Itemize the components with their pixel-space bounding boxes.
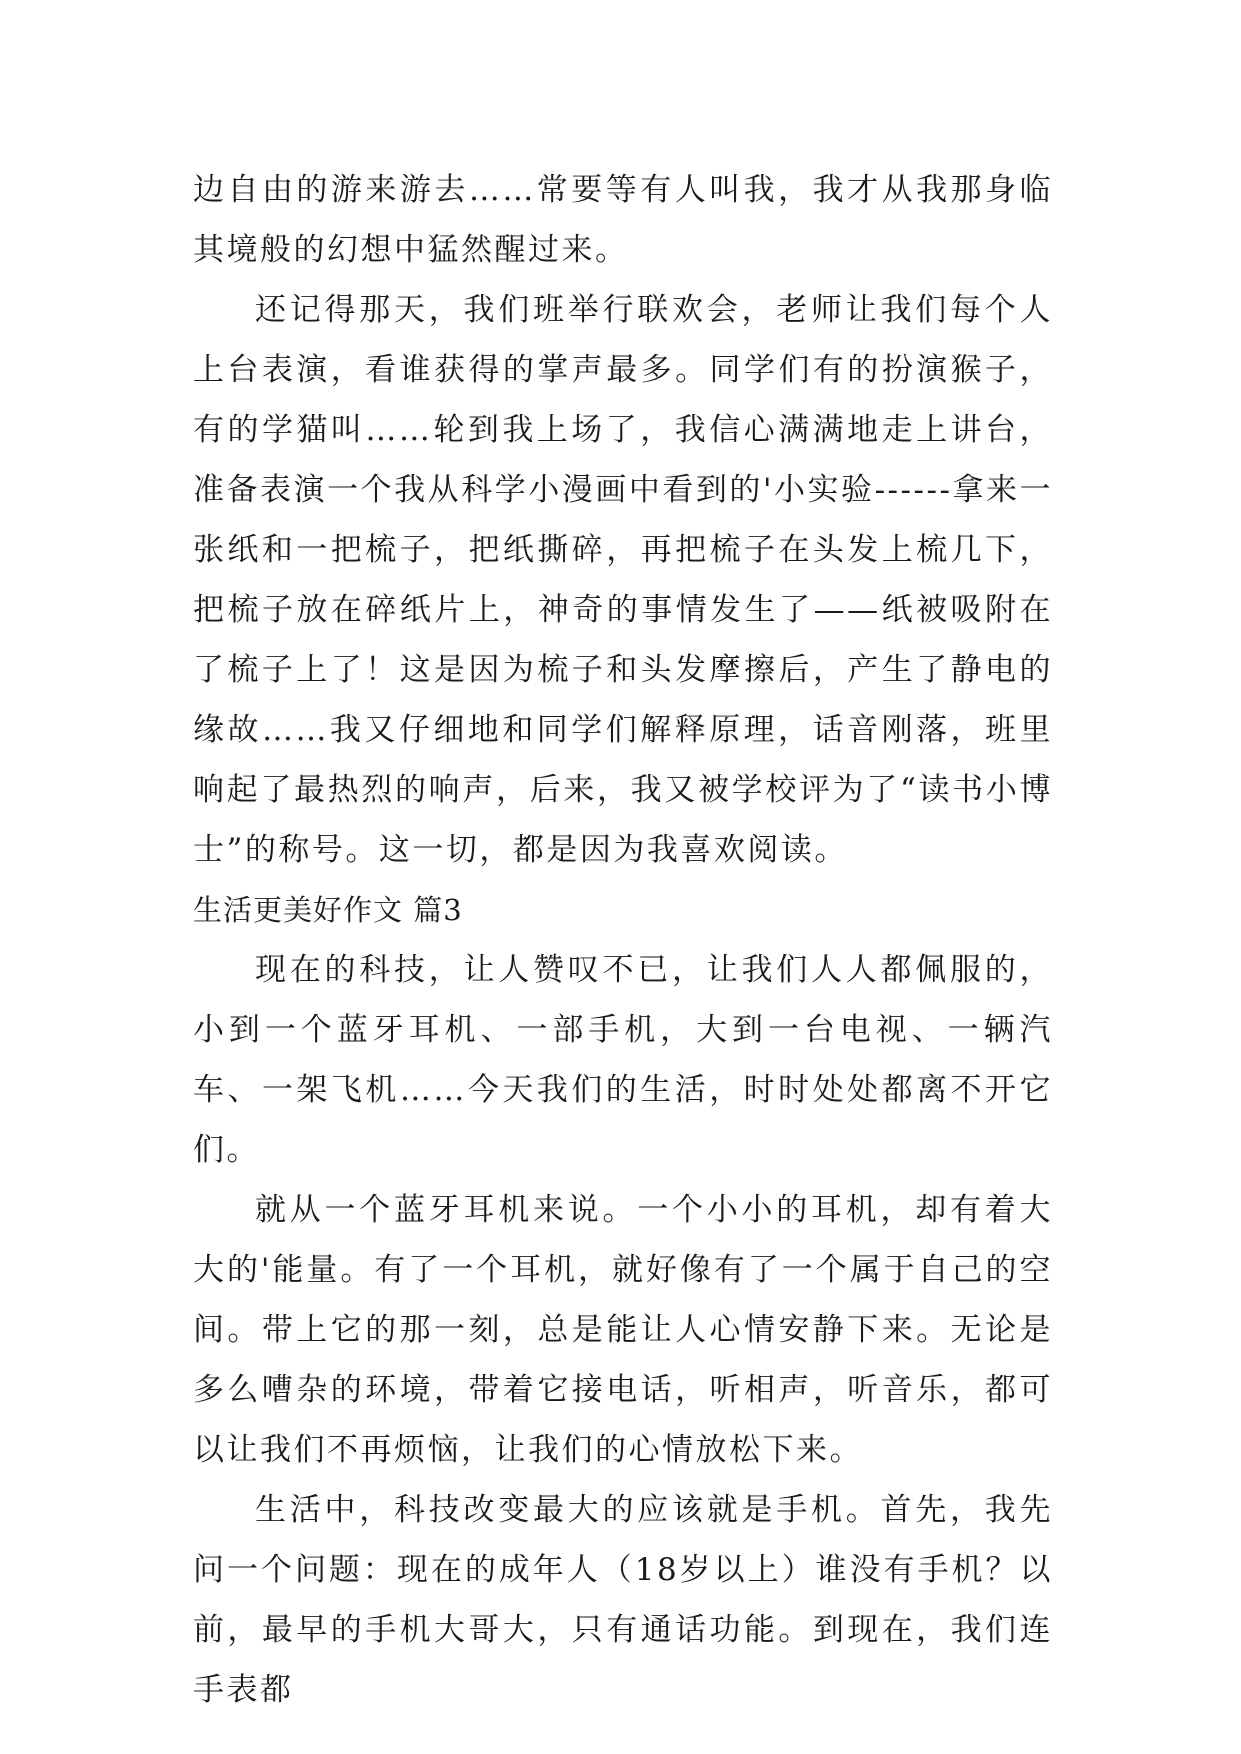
document-page: [193, 160, 1053, 1720]
paragraph-continuation: 边自由的游来游去……常要等有人叫我，我才从我那身临其境般的幻想中猛然醒过来。: [193, 172, 1053, 268]
paragraph-technology-intro: 现在的科技，让人赞叹不已，让我们人人都佩服的，小到一个蓝牙耳机、一部手机，大到一台电视、一辆汽车、一架飞机……今天我们的生活，时时处处都离不开它们。: [193, 952, 1053, 1168]
paragraph-mobile-phone: 生活中，科技改变最大的应该就是手机。首先，我先问一个问题：现在的成年人（18岁以上）谁没有手机？以前，最早的手机大哥大，只有通话功能。到现在，我们连手表都: [193, 1492, 1053, 1708]
paragraph-class-party: 还记得那天，我们班举行联欢会，老师让我们每个人上台表演，看谁获得的掌声最多。同学们有的扮演猴子，有的学猫叫……轮到我上场了，我信心满满地走上讲台，准备表演一个我从科学小漫画中看到的'小实验------拿来一张纸和一把梳子，把纸撕碎，再把梳子在头发上梳几下，把梳子放在碎纸片上，神奇的事情发生了——纸被吸附在了梳子上了！这是因为梳子和头发摩擦后，产生了静电的缘故……我又仔细地和同学们解释原理，话音刚落，班里响起了最热烈的响声，后来，我又被学校评为了“读书小博士”的称号。这一切，都是因为我喜欢阅读。: [193, 292, 1053, 868]
paragraph-bluetooth-earphone: 就从一个蓝牙耳机来说。一个小小的耳机，却有着大大的'能量。有了一个耳机，就好像有了一个属于自己的空间。带上它的那一刻，总是能让人心情安静下来。无论是多么嘈杂的环境，带着它接电话，听相声，听音乐，都可以让我们不再烦恼，让我们的心情放松下来。: [193, 1192, 1053, 1468]
section-heading: 生活更美好作文 篇3: [193, 893, 463, 927]
